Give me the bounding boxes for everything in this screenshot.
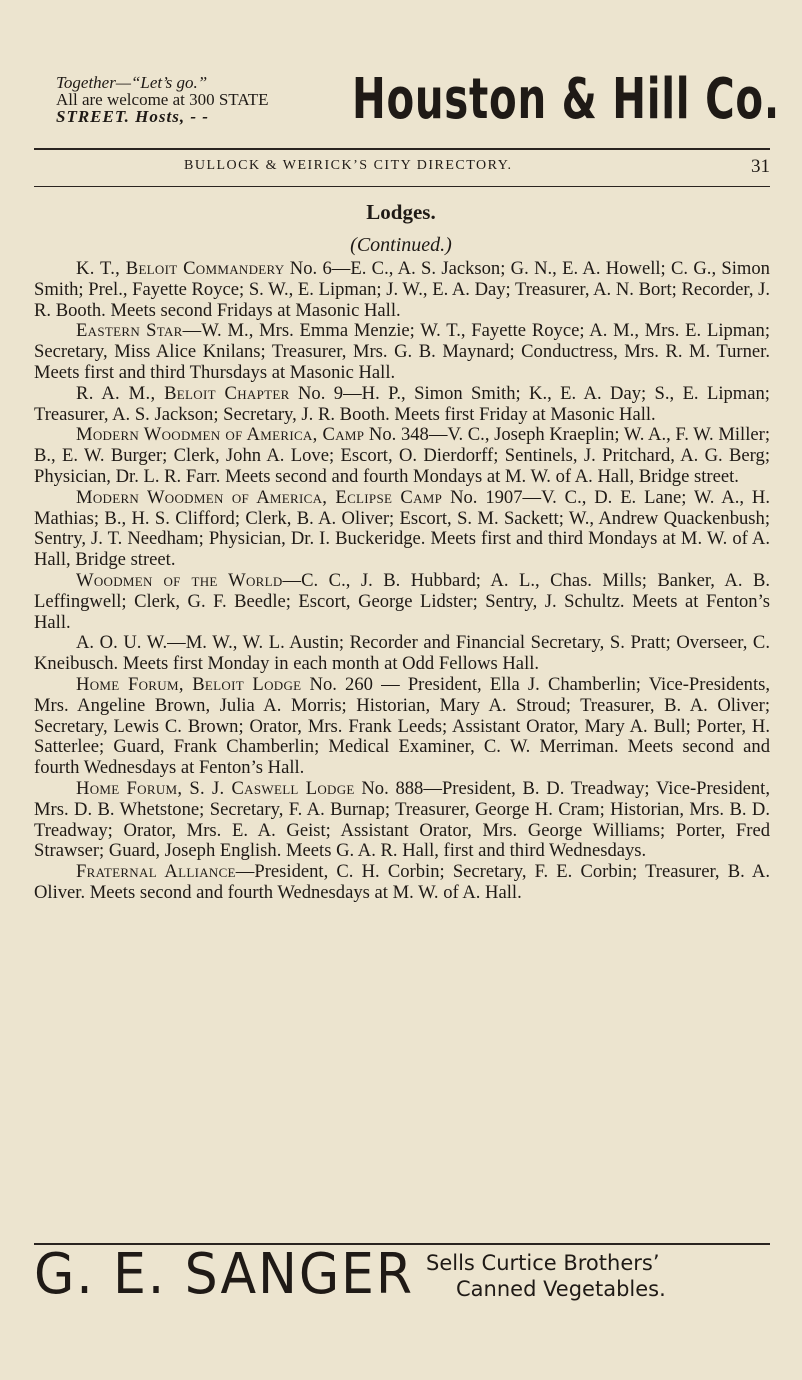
header-rule-top	[34, 148, 770, 150]
lodge-details: No. 348—V. C., Joseph Kraeplin; W. A., F. W. Miller; B., E. W. Burger; Clerk, John A. Love; Escort, O. Dierdorff; Sentinels, J. Pritchard, A. G. Berg; Physician, Dr. L. R. Farr. Meets second and fourth Mondays at M. W. of A. Hall, Bridge street.	[34, 424, 770, 487]
lodge-entry	[34, 779, 770, 862]
running-head-title: BULLOCK & WEIRICK’S CITY DIRECTORY.	[184, 158, 513, 173]
ad-tagline	[56, 74, 386, 125]
lodge-name: Eastern Star	[76, 320, 183, 342]
lodge-details: No. 888—President, B. D. Treadway; Vice-President, Mrs. D. B. Whetstone; Secretary, F. A. Burnap; Treasurer, George H. Cram; Historian, Mrs. B. D. Treadway; Orator, Mrs. E. A. Geist; Assistant Orator, Mrs. George Williams; Porter, Fred Strawser; Guard, Joseph English. Meets G. A. R. Hall, first and third Wednesdays.	[34, 777, 770, 862]
lodge-name: Woodmen of the World	[76, 569, 283, 591]
ad-merchant-slogan	[426, 1250, 666, 1302]
lodge-entry	[34, 862, 770, 904]
lodge-details: —President, C. H. Corbin; Secretary, F. E. Corbin; Treasurer, B. A. Oliver. Meets second and fourth Wednesdays at M. W. of A. Hall.	[34, 861, 770, 903]
bottom-advertisement	[34, 1242, 770, 1310]
header-rule-bottom	[34, 186, 770, 187]
lodge-listings	[34, 259, 770, 904]
lodge-details: No. 9—H. P., Simon Smith; K., E. A. Day; S., E. Lipman; Treasurer, A. S. Jackson; Secretary, J. R. Booth. Meets first Friday at Masonic Hall.	[34, 382, 770, 425]
lodge-name: Modern Woodmen of America, Camp	[76, 424, 365, 446]
ad-merchant-name: G. E. SANGER	[34, 1242, 414, 1307]
running-head	[34, 158, 770, 180]
lodge-name: Fraternal Alliance	[76, 861, 236, 883]
lodge-name: Home Forum, S. J. Caswell Lodge	[76, 777, 355, 799]
ad-brand-name: Houston & Hill Co.	[352, 67, 780, 132]
lodge-entry	[34, 425, 770, 487]
lodge-details: No. 1907—V. C., D. E. Lane; W. A., H. Mathias; B., H. S. Clifford; Clerk, B. A. Oliver; Escort, S. M. Sackett; W., Andrew Quackenbush; Sentry, J. T. Needham; Physician, Dr. I. Buckeridge. Meets first and third Mondays at M. W. of A. Hall, Bridge street.	[34, 486, 770, 571]
lodge-entry	[34, 384, 770, 426]
lodge-entry	[34, 321, 770, 383]
section-subtitle: (Continued.)	[350, 234, 452, 256]
lodge-details: —C. C., J. B. Hubbard; A. L., Chas. Mills; Banker, A. B. Leffingwell; Clerk, G. F. Beedle; Escort, George Lidster; Sentry, J. Schultz. Meets at Fenton’s Hall.	[34, 569, 770, 633]
ad-slogan-line-2: Canned Vegetables.	[456, 1277, 666, 1301]
lodge-entry	[34, 675, 770, 779]
ad-tagline-line-1: Together—“Let’s go.”	[56, 73, 208, 92]
lodge-name: K. T., Beloit Commandery	[76, 258, 285, 279]
section-title: Lodges.	[366, 200, 436, 224]
ad-slogan-line-1: Sells Curtice Brothers’	[426, 1251, 660, 1275]
top-advertisement	[34, 67, 780, 144]
lodge-entry	[34, 571, 770, 633]
ad-tagline-line-2: All are welcome at 300 STATE	[56, 90, 269, 109]
lodge-details: No. 6—E. C., A. S. Jackson; G. N., E. A. Howell; C. G., Simon Smith; Prel., Fayette Royce; S. W., E. Lipman; J. W., E. A. Day; Treasurer, A. N. Bort; Recorder, J. R. Booth. Meets second Fridays at Masonic Hall.	[34, 258, 771, 321]
lodge-name: Modern Woodmen of America, Eclipse Camp	[76, 486, 443, 508]
lodge-entry	[34, 633, 770, 675]
lodge-name: Home Forum, Beloit Lodge	[76, 673, 302, 695]
lodge-entry	[34, 259, 770, 321]
lodge-details: No. 260 — President, Ella J. Chamberlin; Vice-Presidents, Mrs. Angeline Brown, Julia A. Morris; Historian, Mary A. Stroud; Treasurer, B. A. Oliver; Secretary, Lewis C. Brown; Orator, Mrs. Frank Leeds; Assistant Orator, Mary A. Bull; Porter, H. Satterlee; Guard, Frank Chamberlin; Medical Examiner, C. W. Merriman. Meets second and fourth Wednesdays at Fenton’s Hall.	[34, 673, 770, 779]
lodge-details: —W. M., Mrs. Emma Menzie; W. T., Fayette Royce; A. M., Mrs. E. Lipman; Secretary, Miss Alice Knilans; Treasurer, Mrs. G. B. Maynard; Conductress, Mrs. R. M. Turner. Meets first and third Thursdays at Masonic Hall.	[34, 320, 770, 383]
lodge-entry	[34, 488, 770, 571]
lodge-name: R. A. M., Beloit Chapter	[76, 382, 290, 404]
page-number: 31	[751, 156, 770, 177]
lodge-details: A. O. U. W.—M. W., W. L. Austin; Recorder and Financial Secretary, S. Pratt; Overseer, C. Kneibusch. Meets first Monday in each month at Odd Fellows Hall.	[34, 632, 770, 675]
ad-tagline-line-3: STREET. Hosts, - -	[56, 107, 209, 126]
